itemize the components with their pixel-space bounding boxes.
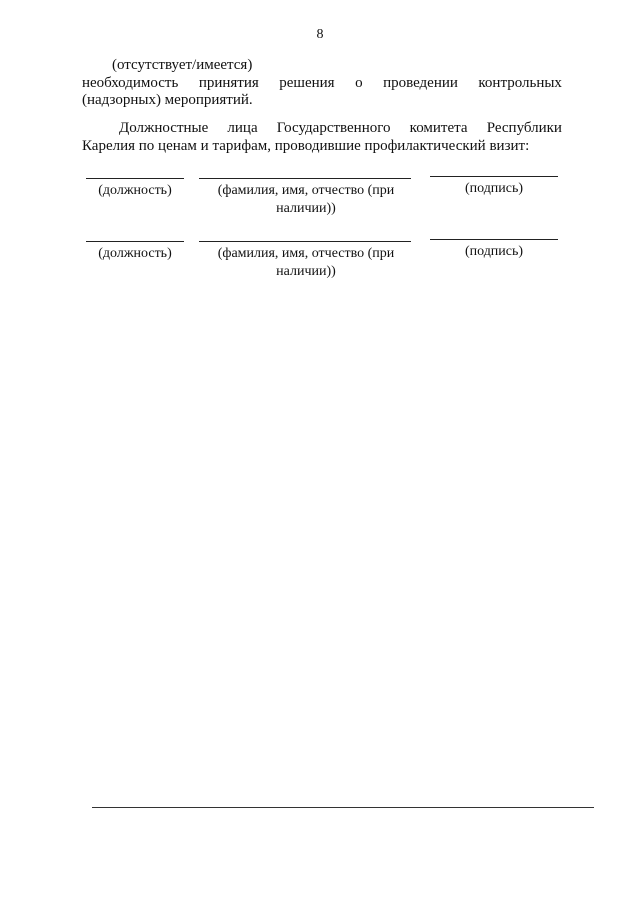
- word: лица: [227, 120, 258, 136]
- name-caption-line: наличии)): [276, 264, 336, 279]
- signature-caption: (подпись): [464, 244, 524, 259]
- word: решения: [279, 75, 335, 91]
- footer-divider: [92, 807, 594, 808]
- position-caption: (должность): [98, 183, 172, 198]
- officials-justified-line: [119, 119, 562, 137]
- name-caption-line: (фамилия, имя, отчество (при: [217, 183, 395, 198]
- word: Республики: [486, 120, 562, 136]
- word: принятия: [198, 75, 259, 91]
- position-line: [86, 241, 184, 242]
- word: Должностные: [119, 120, 209, 136]
- decision-justified-line: [82, 74, 562, 92]
- word: Государственного: [276, 120, 391, 136]
- decision-end-line: (надзорных) мероприятий.: [82, 92, 253, 108]
- signature-line: [430, 176, 558, 177]
- officials-end-line: Карелия по ценам и тарифам, проводившие профилактический визит:: [82, 138, 530, 154]
- name-caption-line: наличии)): [276, 201, 336, 216]
- page-number: 8: [316, 27, 324, 42]
- name-caption: [195, 182, 417, 218]
- name-line: [199, 178, 411, 179]
- name-caption-line: (фамилия, имя, отчество (при: [217, 246, 395, 261]
- name-caption: [195, 245, 417, 281]
- word: о: [355, 75, 363, 91]
- word: контрольных: [478, 75, 562, 91]
- word: комитета: [409, 120, 468, 136]
- word: необходимость: [82, 75, 179, 91]
- signature-caption: (подпись): [464, 181, 524, 196]
- signature-line: [430, 239, 558, 240]
- name-line: [199, 241, 411, 242]
- decision-status-line: (отсутствует/имеется): [112, 57, 253, 73]
- position-line: [86, 178, 184, 179]
- position-caption: (должность): [98, 246, 172, 261]
- word: проведении: [383, 75, 458, 91]
